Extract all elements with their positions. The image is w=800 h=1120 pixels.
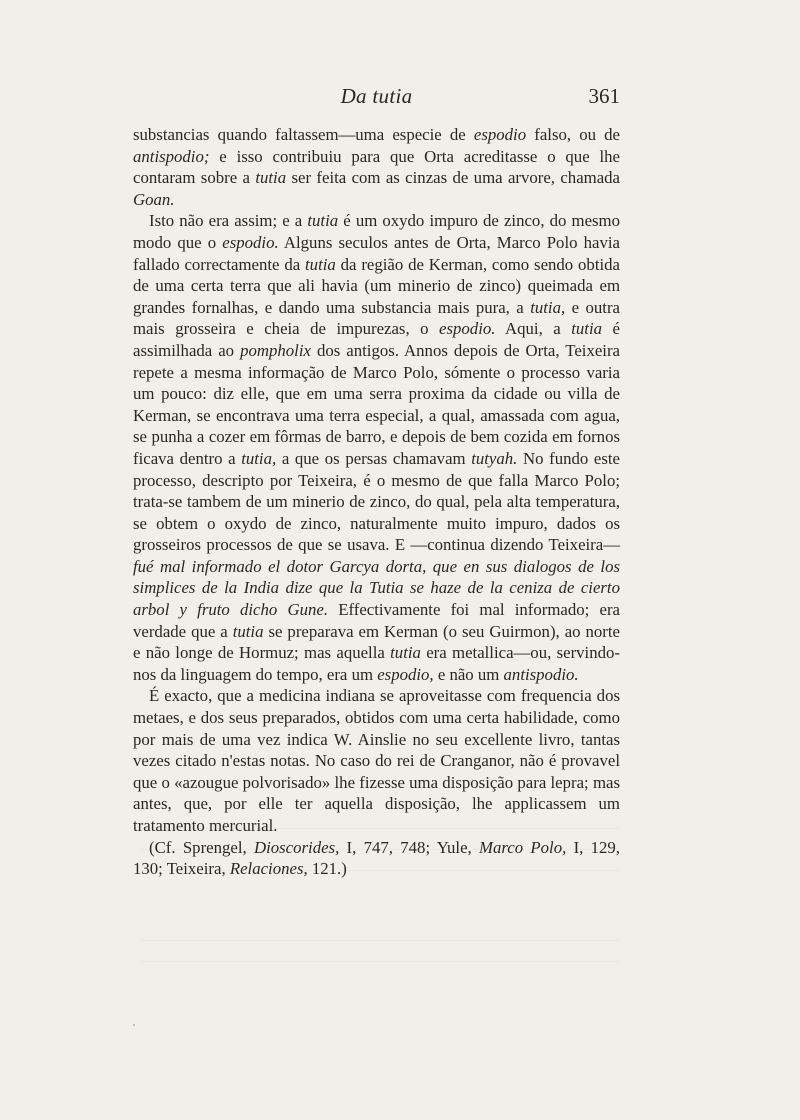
text-run: Aqui, a — [495, 319, 572, 339]
text-run: falso, ou de — [526, 125, 620, 144]
italic-run: tutia — [305, 254, 336, 274]
show-through-line — [140, 849, 620, 850]
text-run: I, 129, 130; Teixeira, — [133, 837, 621, 879]
show-through-line — [140, 870, 620, 871]
italic-run: tutia — [571, 319, 603, 339]
italic-run: pompholix — [240, 340, 311, 360]
italic-run: tutia — [232, 621, 264, 641]
text-run: substancias quando faltassem—uma especie de — [133, 125, 474, 144]
text-run: (Cf. Sprengel, — [149, 837, 254, 857]
running-header — [133, 84, 620, 112]
page-number: 361 — [588, 84, 620, 108]
text-run: Isto não era assim; e a — [149, 211, 308, 231]
paragraph — [133, 124, 620, 210]
text-run: é assimilhada ao — [133, 319, 620, 360]
text-run: 121.) — [307, 859, 347, 879]
italic-run: tutia — [390, 643, 421, 663]
running-title: Da tutia — [340, 84, 413, 108]
italic-run: tutia — [307, 211, 339, 231]
citation-paragraph — [133, 837, 620, 880]
show-through-line — [140, 961, 620, 962]
text-run: a que os persas chamavam — [276, 448, 472, 468]
italic-run: Relaciones, — [229, 859, 308, 879]
text-run: I, 747, 748; Yule, — [339, 837, 479, 857]
text-run: No fundo este processo, descripto por Teixeira, é o mesmo de que falla Marco Polo; trata-se tambem de um minerio de zinco, do qual, pela alta temperatura, se obtem o oxydo de zinco, naturalmente muito impuro, dados os grosseiros processos de que se usava. E —continua dizendo Teixeira— — [133, 448, 620, 555]
show-through-line — [140, 940, 620, 941]
text-run: se preparava em Kerman (o seu Guirmon), ao norte e não longe de Hormuz; mas aquella — [133, 621, 620, 663]
italic-run: Marco Polo, — [479, 837, 567, 857]
text-run: É exacto, que a medicina indiana se aproveitasse com frequencia dos metaes, e dos seus preparados, obtidos com uma certa habilidade, como por mais de uma vez indica W. Ainslie no seu excellente livro, tantas vezes citado n'estas notas. No caso do rei de Cranganor, não é provavel que o «azougue polvorisado» lhe fizesse uma disposição para lepra; mas antes, que, por elle ter aquella disposição, lhe applicassem um tratamento mercurial. — [133, 686, 620, 835]
text-run: era metallica—ou, servindo-nos da linguagem do tempo, era um — [133, 643, 620, 684]
italic-run: Goan. — [133, 189, 175, 209]
text-run: ser feita com as cinzas de uma arvore, chamada — [286, 168, 620, 188]
text-run: Effectivamente foi mal informado; era verdade que a — [133, 600, 620, 641]
text-run: é um oxydo impuro de zinco, do mesmo modo que o — [133, 211, 621, 252]
italic-run: tutia, — [530, 297, 566, 317]
italic-run: Dioscorides, — [253, 837, 340, 857]
paragraph — [133, 210, 620, 685]
show-through-line — [140, 828, 620, 829]
paragraph — [133, 685, 620, 836]
text-run: e outra mais grosseira e cheia de impurezas, o — [133, 297, 620, 339]
text-run: da região de Kerman, como sendo obtida de uma certa terra que ali havia (um minerio de zinco) queimada em grandes fornalhas, e dando uma substancia mais pura, a — [133, 254, 620, 317]
italic-run: antispodio; — [133, 146, 210, 166]
italic-run: tutia — [255, 168, 287, 188]
italic-run: tutyah. — [471, 448, 518, 468]
italic-run: antispodio. — [503, 664, 579, 684]
text-run: dos antigos. Annos depois de Orta, Teixeira repete a mesma informação de Marco Polo, sómente o processo varia um pouco: diz elle, que em uma serra proxima da cidade ou villa de Kerman, se encontrava uma terra especial, a qual, amassada com agua, se punha a cozer em fôrmas de barro, e depois de bem cozida em fornos ficava dentro a — [133, 340, 620, 468]
text-run: e isso contribuiu para que Orta acreditasse o que lhe contaram sobre a — [133, 146, 620, 188]
text-run: Alguns seculos antes de Orta, Marco Polo havia fallado correctamente da — [133, 232, 620, 274]
italic-run: espodio — [473, 125, 527, 144]
italic-run: espodio. — [222, 232, 279, 252]
italic-run: tutia, — [241, 448, 277, 468]
italic-run: espodio. — [439, 319, 496, 339]
paper-speck — [133, 1024, 135, 1026]
text-run: e não um — [433, 664, 504, 684]
page-body — [133, 124, 620, 880]
italic-run: fué mal informado el dotor Garcya dorta, que en sus dialogos de los simplices de la India dize que la Tutia se haze de la ceniza de cierto arbol y fruto dicho Gune. — [133, 556, 620, 620]
italic-run: espodio, — [377, 664, 434, 684]
